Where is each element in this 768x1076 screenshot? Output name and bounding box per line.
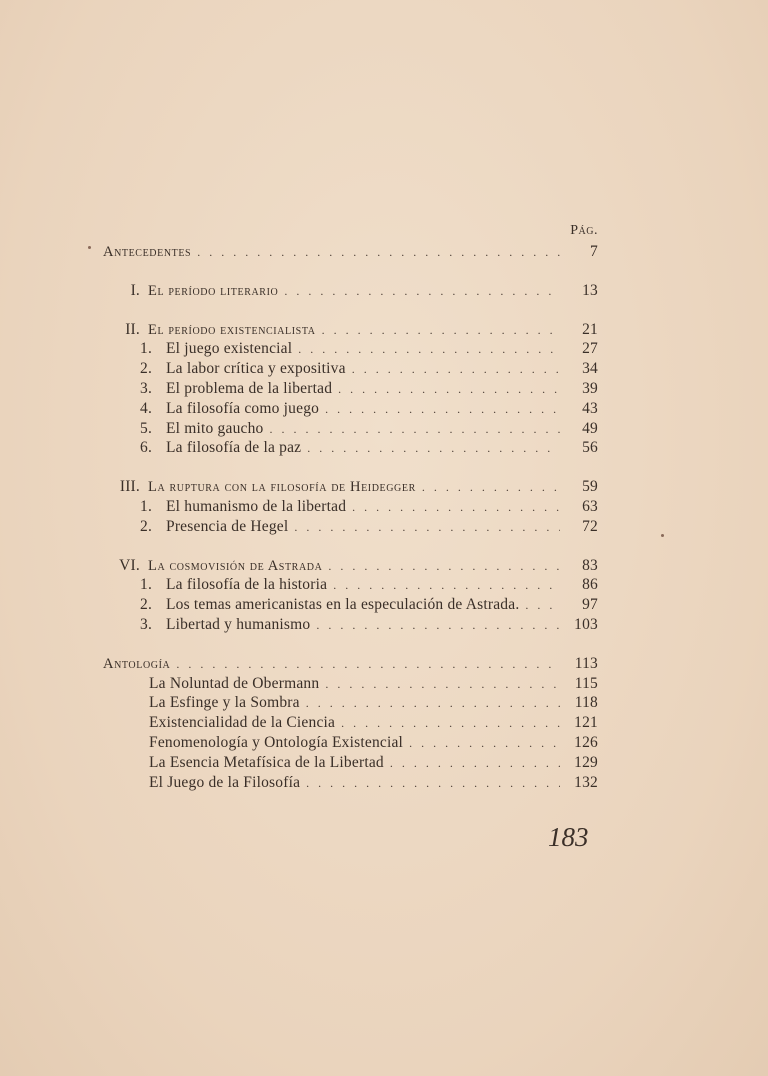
entry-title: La filosofía de la paz [166,439,302,457]
section-roman-numeral: VI. [119,556,140,574]
dot-leader [325,675,560,695]
section-title: El período existencialista [148,321,316,338]
dot-leader [270,420,560,440]
toc-entry-row [103,773,598,793]
toc-entry-row [103,339,598,359]
dot-leader [422,478,560,498]
entry-page-number: 39 [582,379,598,397]
paper-speck [88,246,91,249]
section-roman-numeral: II. [125,320,140,338]
toc-section-row [103,242,598,262]
entry-page-number: 34 [582,360,598,378]
section-spacer [103,458,598,477]
entry-number: 4. [140,399,153,417]
entry-title: La Esfinge y la Sombra [149,694,300,712]
entry-page-number: 49 [582,419,598,437]
dot-leader [322,321,560,341]
entry-page-number: 132 [574,773,598,791]
dot-leader [333,576,560,596]
entry-title: El problema de la libertad [166,379,333,397]
section-title: El período literario [148,282,279,299]
entry-number: 2. [140,517,153,535]
dot-leader [306,774,560,794]
entry-page-number: 118 [574,694,598,712]
entry-page-number: 129 [574,753,598,771]
section-page-number: 7 [590,243,598,260]
toc-entry-row [103,713,598,733]
paper-speck [661,534,664,537]
entry-title: El mito gaucho [166,419,264,437]
dot-leader [298,340,560,360]
entry-number: 1. [140,340,153,358]
dot-leader [409,734,560,754]
toc-entry-row [103,595,598,615]
toc-section-row [103,320,598,340]
toc-section-row [103,281,598,301]
page-number: 183 [548,822,589,852]
toc-entry-row [103,497,598,517]
page-column-header [103,220,598,242]
dot-leader [352,360,560,380]
entry-title: El juego existencial [166,340,293,358]
section-spacer [103,537,598,556]
toc-entry-row [103,674,598,694]
dot-leader [306,694,560,714]
section-spacer [103,301,598,320]
entry-title: La Noluntad de Obermann [149,674,320,692]
toc-section-row [103,556,598,576]
entry-number: 1. [140,576,153,594]
entry-title: Fenomenología y Ontología Existencial [149,733,404,751]
dot-leader [176,655,560,675]
entry-title: Los temas americanistas en la especulación de Astrada. [166,596,520,614]
section-page-number: 59 [582,478,598,496]
entry-title: La filosofía como juego [166,399,320,417]
toc-section-row [103,654,598,674]
section-roman-numeral: III. [119,478,140,496]
entry-number: 5. [140,419,153,437]
section-title: La cosmovisión de Astrada [148,557,323,574]
entry-page-number: 43 [582,399,598,417]
dot-leader [316,616,560,636]
toc-entry-row [103,379,598,399]
entry-page-number: 86 [582,576,598,594]
dot-leader [197,243,560,263]
entry-page-number: 27 [582,340,598,358]
section-roman-numeral: I. [130,281,140,299]
section-page-number: 113 [574,654,598,672]
section-page-number: 21 [582,320,598,338]
section-spacer [103,262,598,281]
entry-page-number: 56 [582,439,598,457]
dot-leader [338,380,560,400]
toc-entry-row [103,517,598,537]
dot-leader [284,282,560,302]
toc-entry-row [103,733,598,753]
entry-page-number: 72 [582,517,598,535]
section-page-number: 13 [582,281,598,299]
toc-entry-row [103,615,598,635]
entry-title: El Juego de la Filosofía [149,773,301,791]
section-title: La ruptura con la filosofía de Heidegger [148,479,416,496]
entry-number: 6. [140,439,153,457]
entry-number: 1. [140,497,153,515]
section-title: Antología [103,655,171,672]
entry-title: El humanismo de la libertad [166,497,347,515]
dot-leader [352,498,560,518]
entry-page-number: 103 [574,615,598,633]
toc-entry-row [103,693,598,713]
section-page-number: 83 [582,556,598,574]
table-of-contents [103,220,598,792]
dot-leader [328,557,560,577]
entry-title: Existencialidad de la Ciencia [149,714,336,732]
entry-title: Presencia de Hegel [166,517,289,535]
entry-number: 3. [140,615,153,633]
toc-entry-row [103,438,598,458]
toc-body [103,242,598,792]
entry-page-number: 63 [582,497,598,515]
dot-leader [325,400,560,420]
entry-page-number: 115 [574,674,598,692]
dot-leader [294,518,560,538]
section-title: Antecedentes [103,244,192,260]
entry-page-number: 126 [574,733,598,751]
entry-title: La filosofía de la historia [166,576,328,594]
dot-leader [525,596,560,616]
entry-title: La Esencia Metafísica de la Libertad [149,753,384,771]
toc-entry-row [103,575,598,595]
entry-number: 3. [140,379,153,397]
entry-page-number: 121 [574,714,598,732]
entry-title: Libertad y humanismo [166,615,311,633]
toc-entry-row [103,399,598,419]
pag-label: Pág. [570,223,598,238]
entry-number: 2. [140,596,153,614]
section-spacer [103,635,598,654]
dot-leader [390,754,560,774]
entry-title: La labor crítica y expositiva [166,360,346,378]
toc-entry-row [103,753,598,773]
toc-entry-row [103,419,598,439]
entry-number: 2. [140,360,153,378]
dot-leader [341,714,560,734]
toc-entry-row [103,359,598,379]
entry-page-number: 97 [582,596,598,614]
toc-section-row [103,477,598,497]
dot-leader [307,439,560,459]
